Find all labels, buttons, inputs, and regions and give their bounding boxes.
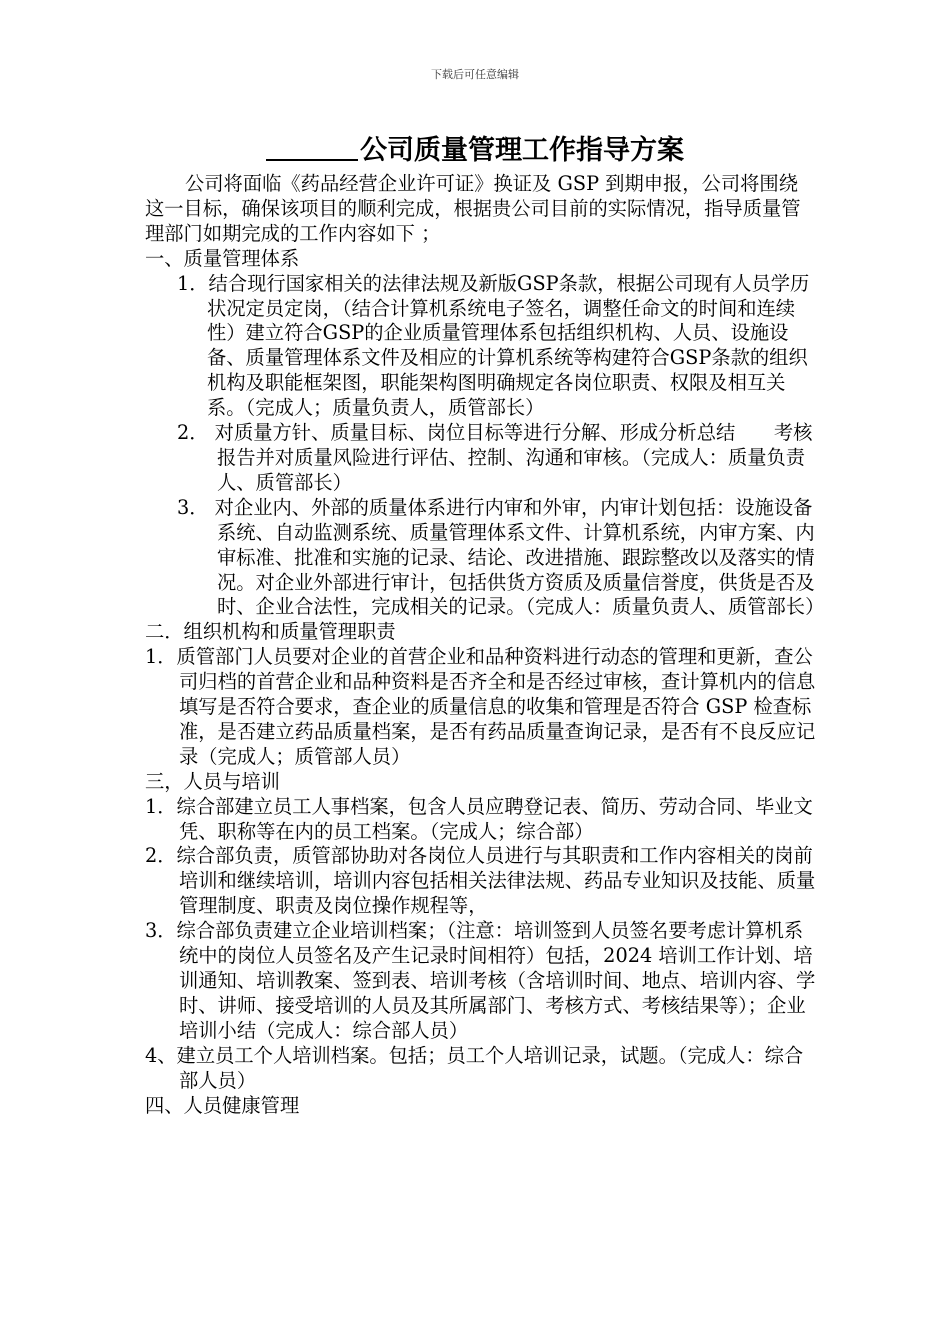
- section-1-item-3: 3． 对企业内、外部的质量体系进行内审和外审，内审计划包括：设施设备系统、自动监测系统、质量管理体系文件、计算机系统，内审方案、内审标准、批准和实施的记录、结论、改进措施、跟踪整改以及落实的情况。对企业外部进行审计，包括供货方资质及质量信誉度，供货是否及时、企业合法性，完成相关的记录。（完成人：质量负责人、质管部长）: [177, 495, 825, 619]
- section-3-item-4: 4、建立员工个人培训档案。包括；员工个人培训记录，试题。（完成人：综合部人员）: [145, 1043, 804, 1092]
- section-2-heading: 二．组织机构和质量管理职责: [145, 620, 396, 644]
- section-3-item-2: 2．综合部负责，质管部协助对各岗位人员进行与其职责和工作内容相关的岗前培训和继续培训，培训内容包括相关法律法规、药品专业知识及技能、质量管理制度、职责及岗位操作规程等，: [145, 844, 816, 918]
- intro-paragraph: 公司将面临《药品经营企业许可证》换证及 GSP 到期申报，公司将围绕这一目标，确保该项目的顺利完成，根据贵公司目前的实际情况，指导质量管理部门如期完成的工作内容如下 ；: [145, 172, 801, 245]
- section-3-item-1: 1．综合部建立员工人事档案，包含人员应聘登记表、简历、劳动合同、毕业文凭、职称等在内的员工档案。（完成人；综合部）: [145, 794, 813, 843]
- title-blank-line: [266, 133, 358, 161]
- section-1-item-2: 2． 对质量方针、质量目标、岗位目标等进行分解、形成分析总结 考核报告并对质量风险进行评估、控制、沟通和审核。（完成人：质量负责人、质管部长）: [177, 421, 813, 494]
- section-2-item-1: 1．质管部门人员要对企业的首营企业和品种资料进行动态的管理和更新，查公司归档的首营企业和品种资料是否齐全和是否经过审核，查计算机内的信息填写是否符合要求，查企业的质量信息的收集和管理是否符合 GSP 检查标准，是否建立药品质量档案，是否有药品质量查询记录，是否有不良反应记录（完成人；质管部人员）: [145, 645, 816, 768]
- document-body: [145, 172, 825, 1118]
- section-3-heading: 三，人员与培训: [145, 769, 280, 793]
- section-4-heading: 四、人员健康管理: [145, 1093, 300, 1117]
- title-text: 公司质量管理工作指导方案: [360, 135, 684, 166]
- header-note: 下载后可任意编辑: [431, 68, 519, 81]
- section-3-item-3: 3．综合部负责建立企业培训档案；（注意：培训签到人员签名要考虑计算机系统中的岗位人员签名及产生记录时间相符）包括，2024 培训工作计划、培训通知、培训教案、签到表、培训考核（含培训时间、地点、培训内容、学时、讲师、接受培训的人员及其所属部门、考核方式、考核结果等）；企业培训小结（完成人：综合部人员）: [145, 919, 816, 1042]
- section-1-heading: 一、质量管理体系: [145, 246, 300, 270]
- section-1-item-1: 1．结合现行国家相关的法律法规及新版GSP条款，根据公司现有人员学历状况定员定岗，（结合计算机系统电子签名，调整任命文的时间和连续性）建立符合GSP的企业质量管理体系包括组织机构、人员、设施设备、质量管理体系文件及相应的计算机系统等构建符合GSP条款的组织机构及职能框架图，职能架构图明确规定各岗位职责、权限及相互关系。（完成人；质量负责人，质管部长）: [177, 271, 810, 420]
- document-title: [0, 132, 950, 170]
